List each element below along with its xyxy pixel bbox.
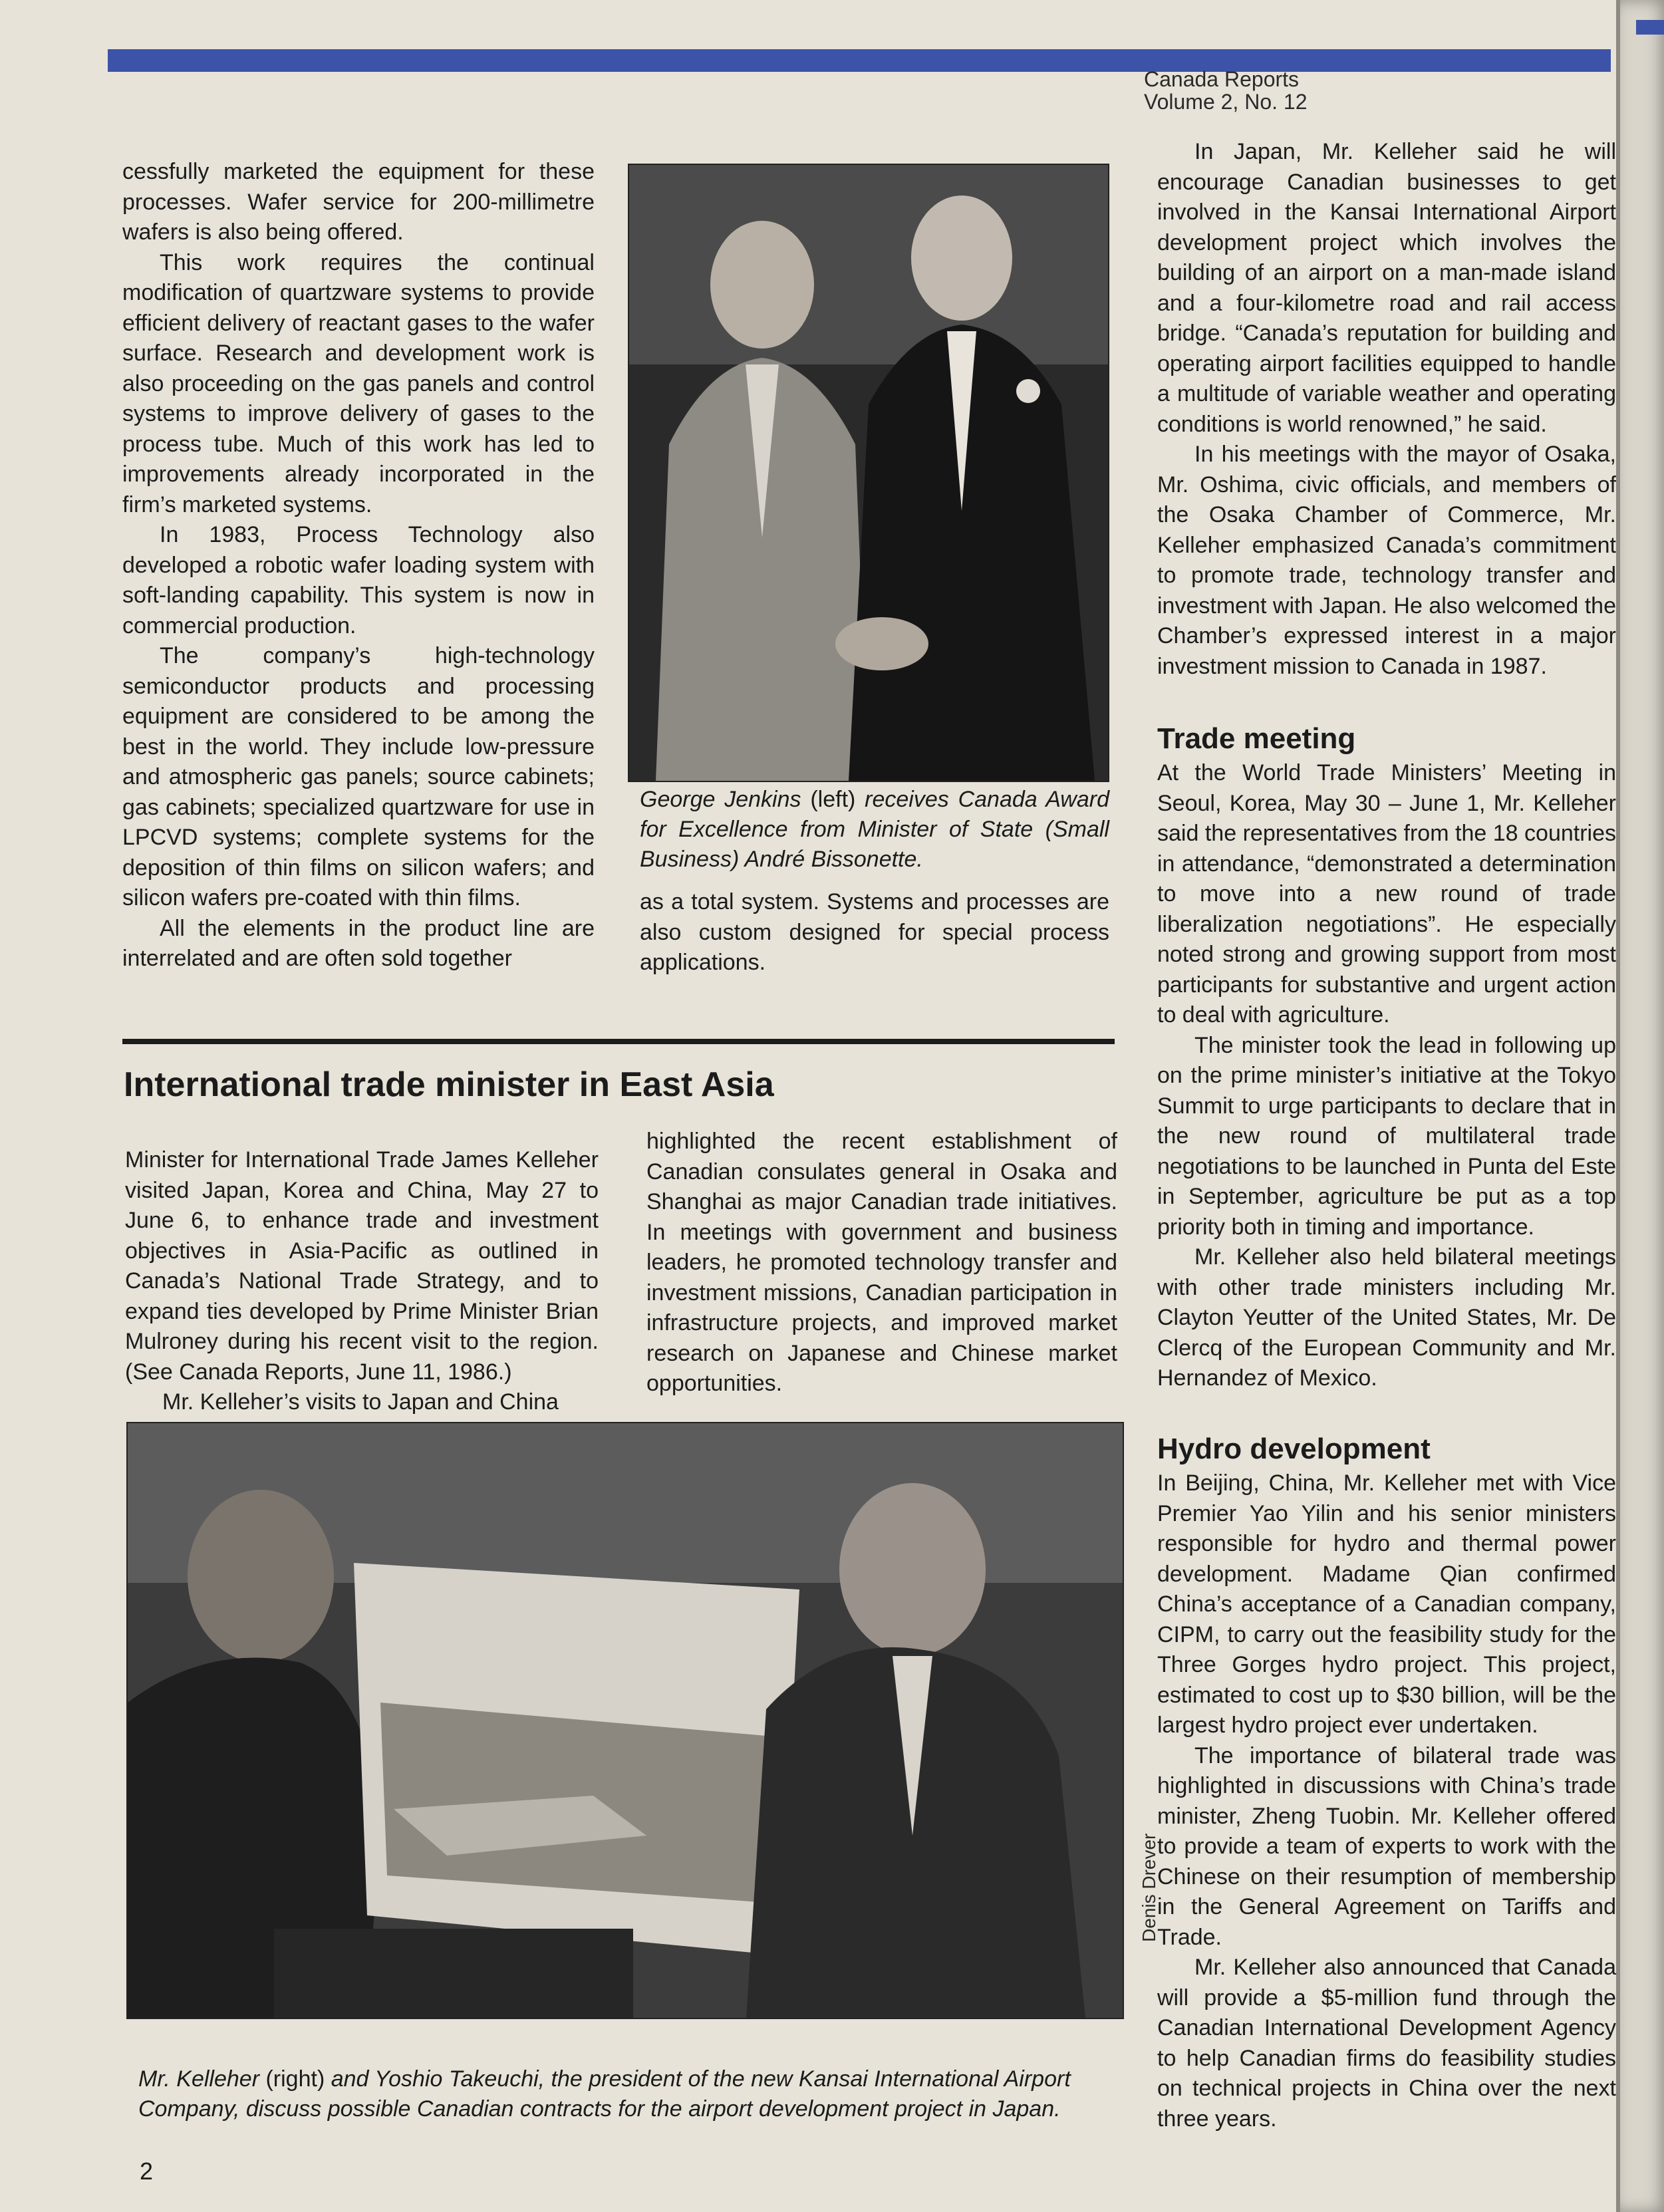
hydro-para-3: Mr. Kelleher also announced that Canada will provide a $5-million fund through the Canadian International Development Agency to help Canadian firms do feasibility studies on technical projects in China over the next three years.: [1157, 1955, 1616, 2132]
trade-meeting-para-3: Mr. Kelleher also held bilateral meetings with other trade ministers including Mr. Clayton Yeutter of the United States, Mr. De Clercq of the European Community and Mr. Hernandez of Mexico.: [1157, 1244, 1616, 1391]
trade-meeting-heading: Trade meeting: [1157, 722, 1356, 755]
article-col-b: [646, 1127, 1117, 1399]
adjacent-page-bar: [1636, 20, 1664, 35]
col3-para-2: In his meetings with the mayor of Osaka, Mr. Oshima, civic officials, and members of the Osaka Chamber of Commerce, Mr. Kelleher emphasized Canada’s commitment to promote trade, technology transfer and investment with Japan. He also welcomed the Chamber’s expressed interest in a major investment mission to Canada in 1987.: [1157, 442, 1616, 679]
column-2-top: [640, 887, 1109, 978]
article-col-a-para-2: Mr. Kelleher’s visits to Japan and China: [162, 1389, 559, 1415]
caption2-right: (right): [265, 2066, 325, 2092]
col1-para-1: cessfully marketed the equipment for these processes. Wafer service for 200-millimetre wafers is also being offered.: [122, 159, 595, 245]
masthead: [1144, 68, 1410, 113]
caption2-rest: and Yoshio Takeuchi, the president of the new Kansai International Airport Company, discuss possible Canadian contracts for the airport development project in Japan.: [138, 2066, 1071, 2122]
photo-airport-illustration: [128, 1423, 1123, 2018]
caption2-name: Mr. Kelleher: [138, 2066, 260, 2092]
photo1-caption: [640, 785, 1109, 875]
masthead-title: Canada Reports: [1144, 67, 1300, 91]
article-headline: International trade minister in East Asia: [124, 1065, 774, 1104]
caption1-rest: receives Canada Award for Excellence from Minister of State (Small Business) André Bissonette.: [640, 787, 1109, 872]
photo-award-handshake: [628, 164, 1109, 782]
hydro-para-2: The importance of bilateral trade was highlighted in discussions with China’s trade minister, Zheng Tuobin. Mr. Kelleher offered to provide a team of experts to work with the Chinese on their resumption of membership in the General Agreement on Tariffs and Trade.: [1157, 1742, 1616, 1950]
col1-para-3: In 1983, Process Technology also developed a robotic wafer loading system with soft-landing capability. This system is now in commercial production.: [122, 522, 595, 638]
col1-para-4: The company’s high-technology semiconductor products and processing equipment are considered to be among the best in the world. They include low-pressure and atmospheric gas panels; source cabinets; gas cabinets; specialized quartzware for use in LPCVD systems; complete systems for the deposition of thin films on silicon wafers; and silicon wafers pre-coated with thin films.: [122, 643, 595, 910]
col1-para-5: All the elements in the product line are interrelated and are often sold together: [122, 915, 595, 971]
trade-meeting-section: [1157, 722, 1616, 1394]
trade-meeting-para-2: The minister took the lead in following up on the prime minister’s initiative at the Tokyo Summit to urge participants to declare that in the new round of multilateral trade negotiations to be launched in Punta del Este in September, agriculture be put as a top priority both in timing and importance.: [1157, 1032, 1616, 1240]
hydro-para-1: In Beijing, China, Mr. Kelleher met with Vice Premier Yao Yilin and his senior ministers responsible for hydro and thermal power development. Madame Qian confirmed China’s acceptance of a Canadian company, CIPM, to carry out the feasibility study for the Three Gorges hydro project. This project, estimated to cost up to $30 billion, will be the largest hydro project ever undertaken.: [1157, 1470, 1616, 1738]
col1-para-2: This work requires the continual modification of quartzware systems to provide efficient delivery of reactant gases to the wafer surface. Research and development work is also proceeding on the gas panels and control systems to improve delivery of gases to the process tube. Much of this work has led to improvements already incorporated in the firm’s marketed systems.: [122, 249, 595, 517]
photo2-caption: [138, 2064, 1149, 2124]
caption1-left: (left): [810, 787, 856, 812]
article-col-a-para-1: Minister for International Trade James Kelleher visited Japan, Korea and China, May 27 to June 6, to enhance trade and investment objectives in Asia-Pacific as outlined in Canada’s National Trade Strategy, and to expand ties developed by Prime Minister Brian Mulroney during his recent visit to the region. (See Canada Reports, June 11, 1986.): [125, 1147, 599, 1385]
photo-airport-poster: [126, 1422, 1124, 2019]
article-col-b-para: highlighted the recent establishment of Canadian consulates general in Osaka and Shanghai as major Canadian trade initiatives. In meetings with government and business leaders, he promoted technology transfer and investment missions, Canadian participation in infrastructure projects, and improved market research on Japanese and Chinese market opportunities.: [646, 1129, 1117, 1396]
article-col-a: [125, 1145, 599, 1418]
column-1: [122, 157, 595, 974]
article-rule: [122, 1039, 1115, 1044]
column-3-intro: [1157, 137, 1616, 682]
trade-meeting-para-1: At the World Trade Ministers’ Meeting in Seoul, Korea, May 30 – June 1, Mr. Kelleher said the representatives from the 18 countries in attendance, “demonstrated a determination to move into a new round of trade liberalization negotiations”. He especially noted strong and growing support from most participants for substantive and urgent action to deal with agriculture.: [1157, 760, 1616, 1028]
hydro-section: [1157, 1433, 1616, 2134]
photo-credit: Denis Drever: [1139, 1833, 1159, 1942]
masthead-volume: Volume 2, No. 12: [1144, 90, 1308, 114]
col3-para-1: In Japan, Mr. Kelleher said he will encourage Canadian businesses to get involved in the Kansai International Airport development project which involves the building of an airport on a man-made island and a four-kilometre road and rail access bridge. “Canada’s reputation for building and operating airport facilities equipped to handle a multitude of variable weather and operating conditions is world renowned,” he said.: [1157, 139, 1616, 437]
caption1-name: George Jenkins: [640, 787, 801, 812]
photo-award-illustration: [629, 165, 1108, 781]
hydro-heading: Hydro development: [1157, 1433, 1431, 1465]
adjacent-page-edge: [1616, 0, 1664, 2212]
page-number: 2: [140, 2157, 154, 2185]
col2-top-para: as a total system. Systems and processes are also custom designed for special process applications.: [640, 889, 1109, 975]
